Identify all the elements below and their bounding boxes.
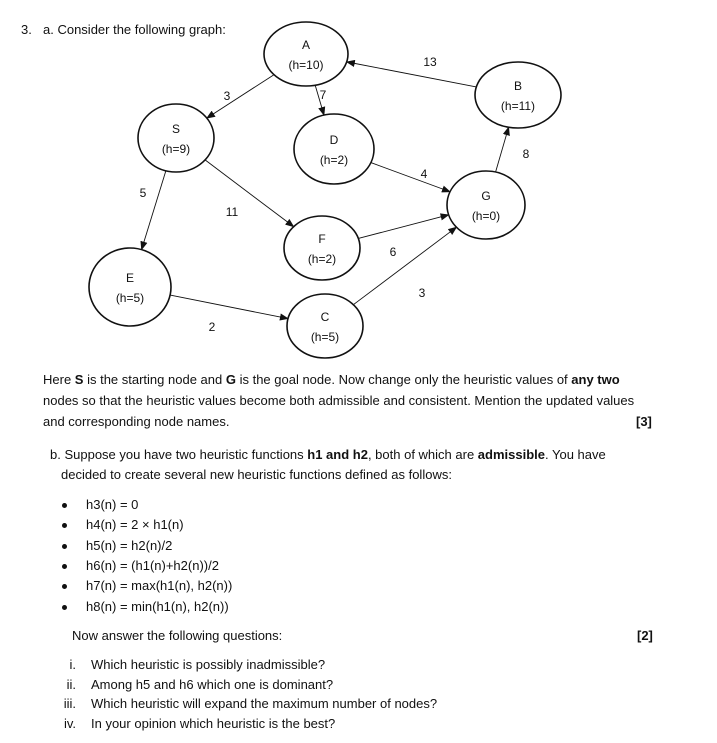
node-name: D (329, 133, 339, 147)
question-text: Which heuristic will expand the maximum number of nodes? (91, 696, 438, 712)
node-heuristic: (h=2) (307, 252, 337, 266)
node-name: E (125, 271, 135, 285)
edge-B-A (347, 62, 477, 87)
bullet-icon (62, 503, 67, 508)
node-C (287, 294, 363, 358)
heuristic-definition: h3(n) = 0 (86, 497, 139, 512)
node-B (475, 62, 561, 128)
node-name: G (481, 189, 491, 203)
question-text: Among h5 and h6 which one is dominant? (91, 676, 334, 692)
edge-F-G (358, 215, 448, 239)
edge-weight-G-B: 8 (522, 147, 530, 161)
node-G (447, 171, 525, 239)
node-heuristic: (h=2) (319, 153, 349, 167)
questions-prompt: Now answer the following questions: (72, 628, 283, 643)
node-heuristic: (h=9) (161, 142, 191, 156)
part-a-line-3: and corresponding node names. (43, 414, 230, 429)
node-D (294, 114, 374, 184)
question-numeral: iv. (63, 716, 76, 732)
question-number: 3. (21, 22, 32, 37)
node-heuristic: (h=5) (115, 291, 145, 305)
heuristic-definition: h8(n) = min(h1(n), h2(n)) (86, 598, 229, 614)
node-name: B (513, 79, 523, 93)
node-name: C (320, 310, 330, 324)
question-numeral: iii. (63, 696, 76, 712)
part-b-marks: [2] (637, 628, 653, 643)
node-E (89, 248, 171, 326)
edge-weight-D-G: 4 (420, 167, 428, 181)
node-F (284, 216, 360, 280)
heuristic-definition: h7(n) = max(h1(n), h2(n)) (86, 578, 233, 594)
edge-weight-A-D: 7 (319, 88, 327, 102)
graph-diagram (0, 0, 717, 360)
question-text: In your opinion which heuristic is the best? (91, 716, 336, 732)
heuristic-definition: h6(n) = (h1(n)+h2(n))/2 (86, 557, 219, 573)
bullet-icon (62, 523, 67, 528)
edge-S-E (139, 171, 166, 250)
edge-weight-A-S: 3 (223, 89, 231, 103)
node-A (264, 22, 348, 86)
bullet-icon (62, 544, 67, 549)
node-name: S (171, 122, 181, 136)
edge-D-G (371, 163, 450, 192)
edge-A-S (207, 75, 274, 118)
part-a-heading: a. Consider the following graph: (43, 22, 226, 37)
node-heuristic: (h=10) (288, 58, 324, 72)
heuristic-definition: h4(n) = 2 × h1(n) (86, 517, 184, 533)
part-a-line-1: Here S is the starting node and G is the goal node. Now change only the heuristic values of any two (43, 372, 620, 387)
part-a-line-2: nodes so that the heuristic values become both admissible and consistent. Mention the updated values (43, 393, 635, 408)
node-S (138, 104, 214, 172)
question-numeral: i. (69, 657, 76, 672)
bullet-icon (62, 584, 67, 589)
edge-S-F (205, 160, 294, 227)
bullet-icon (62, 605, 67, 610)
edge-weight-C-G: 3 (418, 286, 426, 300)
edge-weight-S-E: 5 (139, 186, 147, 200)
node-heuristic: (h=11) (500, 99, 536, 113)
heuristic-definition: h5(n) = h2(n)/2 (86, 537, 173, 553)
edge-C-G (353, 227, 456, 304)
edge-weight-E-C: 2 (208, 320, 216, 334)
node-heuristic: (h=5) (310, 330, 340, 344)
node-name: F (318, 232, 326, 246)
edge-E-C (170, 295, 288, 319)
edge-weight-S-F: 11 (225, 205, 239, 219)
node-heuristic: (h=0) (471, 209, 501, 223)
edge-weight-F-G: 6 (389, 245, 397, 259)
question-text: Which heuristic is possibly inadmissible? (91, 657, 326, 672)
node-name: A (301, 38, 311, 52)
part-b-line-1: b. Suppose you have two heuristic functions h1 and h2, both of which are admissible. You have (50, 447, 606, 462)
bullet-icon (62, 564, 67, 569)
part-a-marks: [3] (636, 414, 652, 429)
question-numeral: ii. (66, 676, 76, 692)
part-b-line-2: decided to create several new heuristic functions defined as follows: (61, 467, 452, 482)
edge-G-B (496, 127, 509, 172)
edge-weight-B-A: 13 (423, 55, 437, 69)
